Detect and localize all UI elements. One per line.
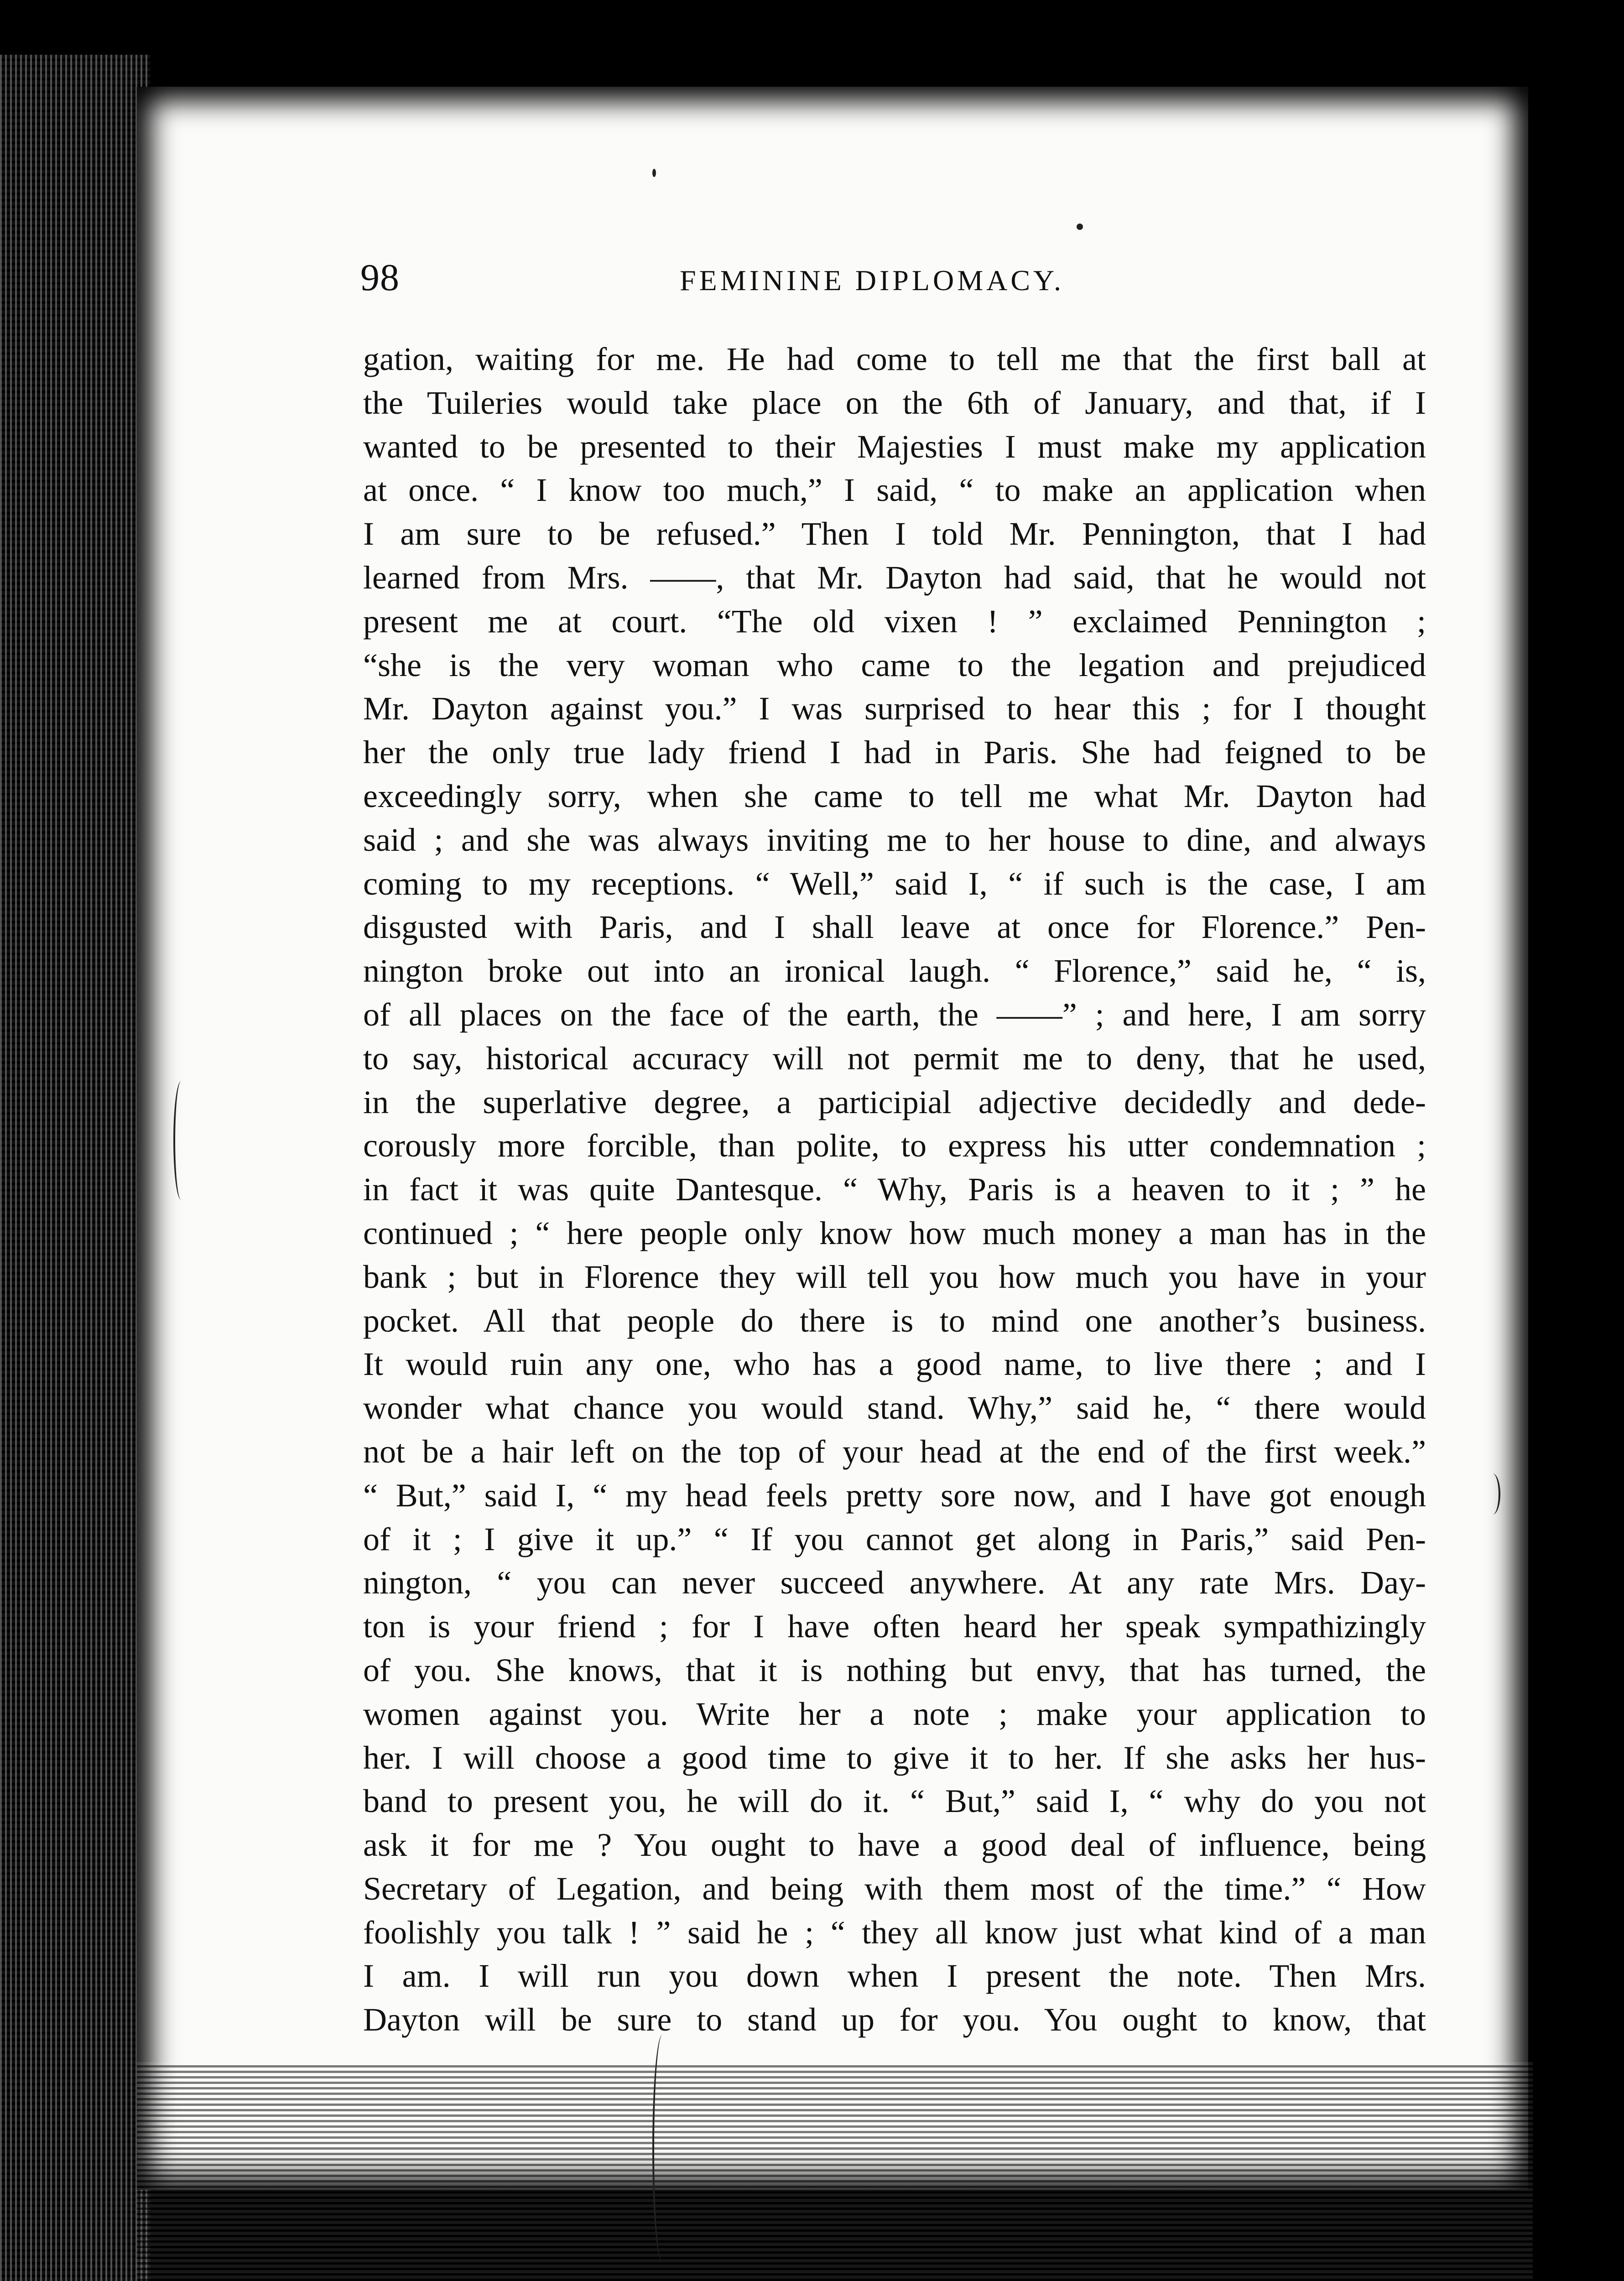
text-line: Dayton will be sure to stand up for you. You ought to know, that: [363, 2001, 1426, 2038]
text-line: gation, waiting for me. He had come to tell me that the first ball at: [363, 341, 1426, 377]
text-line: at once. “ I know too much,” I said, “ to make an application when: [363, 472, 1426, 509]
scan-stroke: [652, 2035, 672, 2263]
text-line: present me at court. “The old vixen ! ” exclaimed Pennington ;: [363, 603, 1426, 640]
scan-edge-right: [1574, 137, 1624, 2235]
text-line: Mr. Dayton against you.” I was surprised to hear this ; for I thought: [363, 690, 1426, 727]
text-line: her the only true lady friend I had in Paris. She had feigned to be: [363, 734, 1426, 771]
text-line: I am sure to be refused.” Then I told Mr. Pennington, that I had: [363, 516, 1426, 552]
text-line: nington broke out into an ironical laugh. “ Florence,” said he, “ is,: [363, 953, 1426, 989]
scan-stroke: [173, 1081, 189, 1200]
text-line: foolishly you talk ! ” said he ; “ they all know just what kind of a man: [363, 1914, 1426, 1951]
text-line: wonder what chance you would stand. Why,” said he, “ there would: [363, 1390, 1426, 1427]
text-line: women against you. Write her a note ; make your application to: [363, 1695, 1426, 1732]
running-title: FEMININE DIPLOMACY.: [680, 264, 1064, 297]
body-text: [363, 338, 1426, 2042]
text-line: ton is your friend ; for I have often heard her speak sympathizingly: [363, 1608, 1426, 1645]
page-number: 98: [360, 256, 400, 299]
text-line: band to present you, he will do it. “ But,” said I, “ why do you not: [363, 1783, 1426, 1820]
text-line: exceedingly sorry, when she came to tell me what Mr. Dayton had: [363, 777, 1426, 814]
text-line: learned from Mrs. ——, that Mr. Dayton had said, that he would not: [363, 559, 1426, 596]
text-line: in fact it was quite Dantesque. “ Why, Paris is a heaven to it ; ” he: [363, 1171, 1426, 1208]
text-line: pocket. All that people do there is to mind one another’s business.: [363, 1302, 1426, 1339]
text-line: nington, “ you can never succeed anywhere. At any rate Mrs. Day-: [363, 1564, 1426, 1601]
text-line: said ; and she was always inviting me to her house to dine, and always: [363, 821, 1426, 858]
scan-edge-bottom: [137, 2062, 1533, 2281]
text-line: of all places on the face of the earth, the ——” ; and here, I am sorry: [363, 996, 1426, 1033]
text-line: ask it for me ? You ought to have a good deal of influence, being: [363, 1827, 1426, 1864]
scan-gutter-left: [0, 55, 151, 2281]
text-line: I am. I will run you down when I present the note. Then Mrs.: [363, 1958, 1426, 1995]
text-line: “ But,” said I, “ my head feels pretty sore now, and I have got enough: [363, 1477, 1426, 1514]
scan-speck: [1077, 224, 1083, 230]
text-line: of it ; I give it up.” “ If you cannot get along in Paris,” said Pen-: [363, 1521, 1426, 1557]
text-line: “she is the very woman who came to the legation and prejudiced: [363, 646, 1426, 683]
text-line: Secretary of Legation, and being with them most of the time.” “ How: [363, 1870, 1426, 1907]
text-line: to say, historical accuracy will not permit me to deny, that he used,: [363, 1040, 1426, 1077]
page-header: [360, 255, 1442, 310]
text-line: corously more forcible, than polite, to express his utter condemnation ;: [363, 1127, 1426, 1164]
text-line: disgusted with Paris, and I shall leave at once for Florence.” Pen-: [363, 909, 1426, 946]
text-line: coming to my receptions. “ Well,” said I, “ if such is the case, I am: [363, 865, 1426, 902]
text-line: of you. She knows, that it is nothing but envy, that has turned, the: [363, 1651, 1426, 1688]
scan-stroke: [1485, 1474, 1500, 1515]
text-line: It would ruin any one, who has a good name, to live there ; and I: [363, 1346, 1426, 1383]
text-line: in the superlative degree, a participial adjective decidedly and dede-: [363, 1083, 1426, 1120]
scan-speck: [652, 169, 656, 177]
text-line: bank ; but in Florence they will tell you how much you have in your: [363, 1258, 1426, 1295]
text-line: her. I will choose a good time to give it to her. If she asks her hus-: [363, 1739, 1426, 1776]
text-line: not be a hair left on the top of your head at the end of the first week.”: [363, 1433, 1426, 1470]
text-line: continued ; “ here people only know how much money a man has in the: [363, 1214, 1426, 1251]
text-line: the Tuileries would take place on the 6th of January, and that, if I: [363, 384, 1426, 421]
text-line: wanted to be presented to their Majesties I must make my application: [363, 428, 1426, 465]
